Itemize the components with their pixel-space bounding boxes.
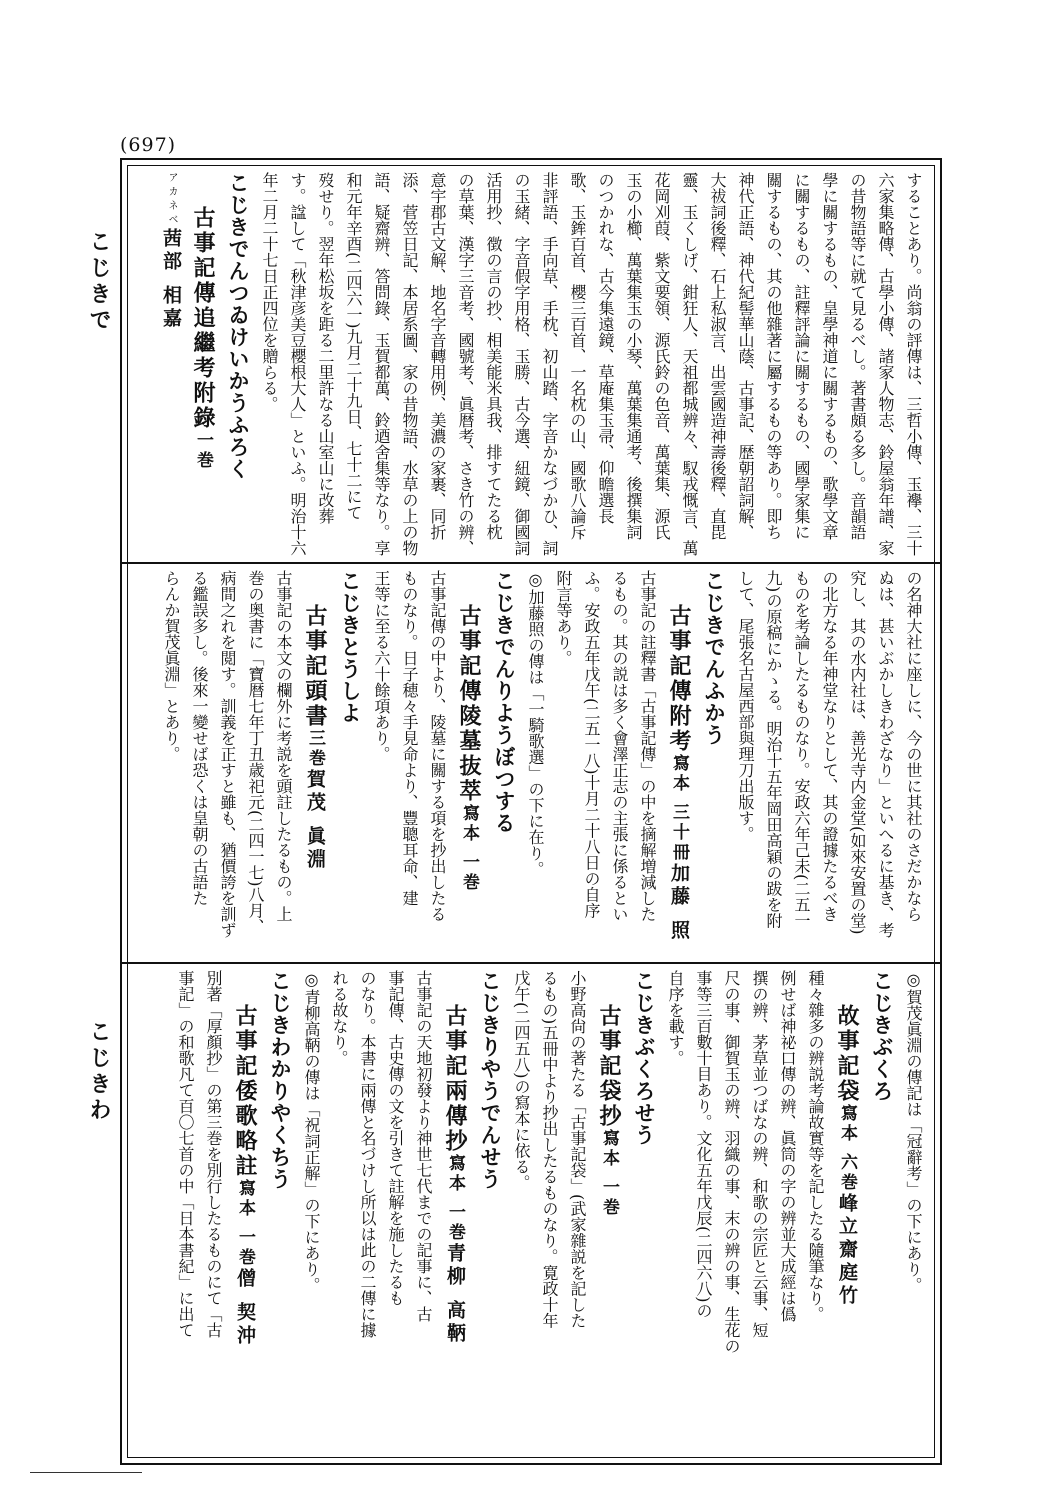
- entry-title: [451, 570, 487, 956]
- text-column: 九)の原稿にかゝる。明治十五年岡田高穎の跋を附: [764, 570, 783, 929]
- text-column: れる故なり。: [330, 970, 349, 1066]
- text-column: の玉緒、字音假字用格、玉勝、古今選、紐鏡、御國詞: [512, 172, 531, 556]
- text-column: るもの)五冊中より抄出したるものなり。寛政十年: [540, 970, 559, 1329]
- text-column: 事記」の和歌凡て百〇七首の中「日本書紀」に出て: [176, 970, 195, 1338]
- text-column: るもの。其の説は多く會澤正志の主張に係るとい: [610, 570, 629, 922]
- entry-title-text: 古事記兩傳抄: [442, 1004, 468, 1154]
- text-column: 自序を載す。: [666, 970, 685, 1066]
- running-head-top: こじきで: [86, 230, 112, 334]
- text-column: らんか賀茂眞淵」とあり。: [162, 570, 181, 762]
- text-column: 古事記の註釋書「古事記傳」の中を摘解増減した: [638, 570, 657, 922]
- entry-reading: こじきぶくろせう: [632, 970, 657, 1146]
- text-column: 王等に至る六十餘項あり。: [372, 570, 391, 762]
- entry-meta: 寫本 一巻: [599, 1129, 619, 1218]
- text-column: ぬは、甚いぶかしきわざなり」といへるに基き、考: [876, 570, 895, 938]
- entry-author: 僧 契沖: [234, 1267, 256, 1348]
- text-column: 例せば神祕口傳の辨、眞筒の字の辨並大成經は僞: [778, 970, 797, 1322]
- footer-rule: [30, 1472, 142, 1473]
- entry-title-text: 古事記傳追繼考附錄: [190, 206, 216, 431]
- entry-reading: こじきりやうでんせう: [478, 970, 503, 1190]
- text-column: 撰の辨、茅草並つばなの辨、和歌の宗匠と云事、短: [750, 970, 769, 1338]
- entry-title: [185, 172, 221, 556]
- entry-title-text: 古事記袋抄: [596, 1004, 622, 1129]
- entry-note: ◎加藤照の傳は「一騎歌選」の下に在り。: [526, 570, 545, 877]
- text-column: 活用抄、徴の言の抄、相美能米具我、排すてたる枕: [484, 172, 503, 540]
- text-column: 花岡刈葭、紫文要領、源氏鈴の色音、萬葉集、源氏: [652, 172, 671, 540]
- text-column: 究し、其の水内社は、善光寺内金堂(如來安置の堂): [848, 570, 867, 935]
- text-column: す。諡して「秋津彦美豆櫻根大人」といふ。明治十六: [288, 172, 307, 556]
- text-column: 語、疑齋辨、答問錄、玉賀都萬、鈴迺舍集等なり。享: [372, 172, 391, 556]
- band-1: [135, 172, 927, 556]
- entry-title: [297, 570, 333, 956]
- text-column: 六家集略傳、古學小傳、諸家人物志、鈴屋翁年譜、家: [876, 172, 895, 556]
- band-3: [135, 970, 927, 1452]
- entry-reading: こじきでんつゐけいかうふろく: [226, 172, 251, 480]
- entry-reading: こじきぶくろ: [870, 970, 895, 1102]
- text-column: 意宇郡古文解、地名字音轉用例、美濃の家裹、同折: [428, 172, 447, 540]
- text-column: 小野高尙の著たる「古事記袋」(武家雜説を記した: [568, 970, 587, 1329]
- entry-author: [135, 172, 185, 556]
- entry-title: [661, 570, 697, 956]
- text-column: 古事記傳の中より、陵墓に關する項を抄出したる: [428, 570, 447, 922]
- text-column: 古事記の本文の欄外に考説を頭註したるもの。上: [274, 570, 293, 922]
- text-column: 年二月二十七日正四位を贈らる。: [260, 172, 279, 412]
- text-column: することあり。尚翁の評傳は、三哲小傳、玉襷、三十: [904, 172, 923, 556]
- entry-title-text: 古事記頭書: [302, 604, 328, 729]
- text-column: のなり。本書に兩傳と名づけし所以は此の二傳に據: [358, 970, 377, 1338]
- text-column: 種々雜多の辨説考論故實等を記したる隨筆なり。: [806, 970, 825, 1322]
- entry-author-ruby: アカネベ: [166, 172, 177, 228]
- text-column: 非評語、手向草、手枕、初山踏、字音かなづかひ、詞: [540, 172, 559, 556]
- text-column: の昔物語等に就て見るべし。著書頗る多し。音韻語: [848, 172, 867, 540]
- text-column: 靈、玉くしげ、鉗狂人、天祖都城辨々、馭戎慨言、萬: [680, 172, 699, 556]
- text-column: 添、菅笠日記、本居系圖、家の昔物語、水草の上の物: [400, 172, 419, 556]
- entry-title-text: 古事記倭歌略註: [232, 1004, 258, 1179]
- entry-reading: こじきでんりようぼつする: [492, 570, 517, 834]
- band-divider-middle: [120, 962, 942, 964]
- text-column: 關するもの、其の他雜著に屬するもの等あり。即ち: [764, 172, 783, 540]
- text-column: 事記傳、古史傳の文を引きて註解を施したるも: [386, 970, 405, 1306]
- text-column: ものを考論したるものなり。安政六年己未(二五一: [792, 570, 811, 929]
- entry-author: 加藤 照: [668, 862, 690, 943]
- text-column: る鑑誤多し。後來一變せば恐くは皇朝の古語た: [190, 570, 209, 906]
- entry-title: [591, 970, 627, 1452]
- running-head-bottom: こじきわ: [86, 1020, 112, 1124]
- entry-reading: こじきでんふかう: [702, 570, 727, 746]
- band-divider-top: [120, 562, 942, 564]
- text-column: ふ。安政五年戊午(二五一八)十月二十八日の自序: [582, 570, 601, 919]
- entry-meta: 寫本 一巻: [459, 804, 479, 893]
- entry-title-text: 古事記傳附考: [666, 604, 692, 754]
- band-2: [135, 570, 927, 956]
- entry-reading: こじきわかりやくちう: [268, 970, 293, 1190]
- entry-meta: 寫本 六巻: [837, 1104, 857, 1193]
- entry-title: [829, 970, 865, 1452]
- text-column: 大祓詞後釋、石上私淑言、出雲國造神壽後釋、直毘: [708, 172, 727, 540]
- entry-meta: 三巻: [305, 729, 325, 769]
- text-column: 和元年辛酉(二四六一)九月二十九日、七十二にて: [344, 172, 363, 521]
- text-column: 事等三百數十目あり。文化五年戊辰(二四六八)の: [694, 970, 713, 1319]
- entry-title: [227, 970, 263, 1452]
- text-column: して、尾張名古屋西部與理刀出版す。: [736, 570, 755, 842]
- text-column: 病間之れを閲す。訓義を正すと雖も、猶價誇を訓ず: [218, 570, 237, 938]
- entry-author-name: 茜部 相嘉: [160, 228, 182, 331]
- text-column: 神代正語、神代紀髻華山蔭、古事記、歴朝詔詞解、: [736, 172, 755, 540]
- entry-meta: 寫本 一巻: [235, 1179, 255, 1268]
- text-column: 附言等あり。: [554, 570, 573, 666]
- entry-title-text: 故事記袋: [834, 1004, 860, 1104]
- entry-note: ◎賀茂眞淵の傳記は「冠辭考」の下にあり。: [904, 970, 923, 1293]
- entry-title: [437, 970, 473, 1452]
- text-column: に關するもの、註釋評論に關するもの、國學家集に: [792, 172, 811, 540]
- text-column: の草葉、漢字三音考、國號考、眞暦考、さき竹の辨、: [456, 172, 475, 556]
- text-column: の名神大社に座しに、今の世に其社のさだかなら: [904, 570, 923, 922]
- entry-meta: 寫本 三十冊: [669, 754, 689, 863]
- text-column: 玉の小櫛、萬葉集玉の小琴、萬葉集通考、後撰集詞: [624, 172, 643, 540]
- page-number: (697): [120, 134, 177, 156]
- entry-title-text: 古事記傳陵墓抜萃: [456, 604, 482, 804]
- text-column: 尺の事、御賀玉の辨、羽織の事、末の辨の事、生花の: [722, 970, 741, 1354]
- text-column: 歿せり。翌年松坂を距る二里許なる山室山に改葬: [316, 172, 335, 524]
- text-column: 古事記の天地初發より神世七代までの記事に、古: [414, 970, 433, 1322]
- text-column: 別著「厚顏抄」の第三巻を別行したるものにて「古: [204, 970, 223, 1338]
- entry-meta: 一巻: [193, 431, 213, 471]
- text-column: 戊午(二四五八)の寫本に依る。: [512, 970, 531, 1191]
- text-column: ものなり。日子穂々手見命より、豐聰耳命、建: [400, 570, 419, 906]
- entry-author: 賀茂 眞淵: [304, 769, 326, 872]
- entry-note: ◎青柳高鞆の傳は「祝詞正解」の下にあり。: [302, 970, 321, 1293]
- text-column: 歌、玉鉾百首、櫻三百首、一名枕の山、國歌八論斥: [568, 172, 587, 540]
- text-column: 巻の奥書に「寶暦七年丁丑歳祀元(二四一七)八月、: [246, 570, 265, 935]
- entry-author: 青柳 高鞆: [444, 1242, 466, 1346]
- text-column: 學に關するもの、皇學神道に關するもの、歌學文章: [820, 172, 839, 540]
- entry-author: 峰立齋庭竹: [836, 1192, 858, 1308]
- text-column: のつかれな、古今集遠鏡、草庵集玉帚、仰瞻選長: [596, 172, 615, 524]
- entry-reading: こじきとうしよ: [338, 570, 363, 724]
- text-column: の北方なる年神堂なりとして、其の證據たるべき: [820, 570, 839, 922]
- entry-meta: 寫本 一巻: [445, 1154, 465, 1243]
